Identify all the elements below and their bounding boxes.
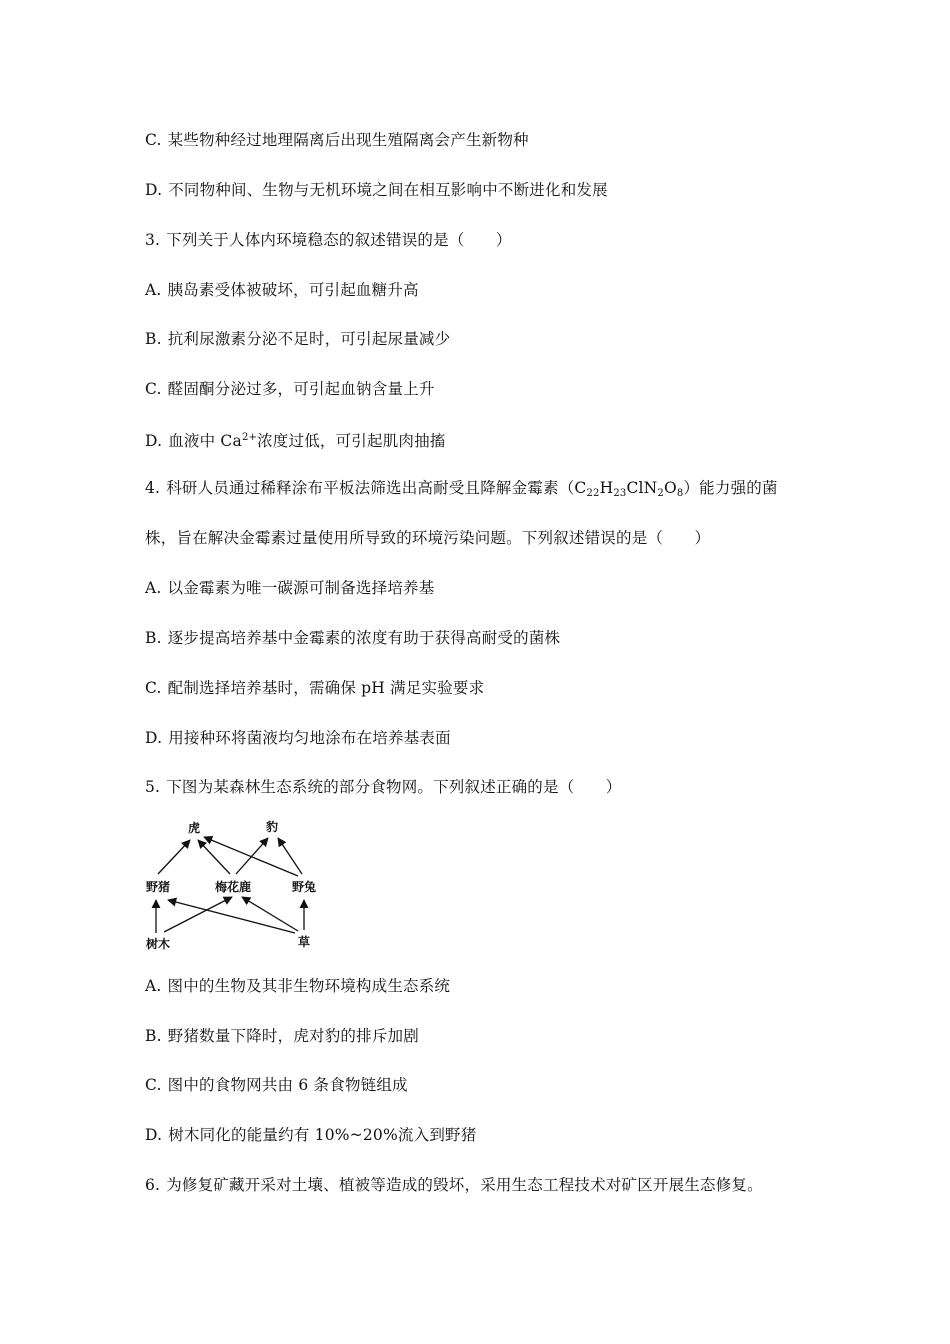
- option-text: 图中的生物及其非生物环境构成生态系统: [167, 977, 451, 995]
- option-text: 配制选择培养基时，需确保 pH 满足实验要求: [167, 679, 485, 697]
- option-4b: [145, 628, 560, 648]
- question-3-stem: [145, 230, 512, 250]
- option-text: 野猪数量下降时，虎对豹的排斥加剧: [167, 1027, 419, 1045]
- formula-sub: 2: [657, 488, 664, 499]
- question-text: 下图为某森林生态系统的部分食物网。下列叙述正确的是（ ）: [166, 778, 622, 796]
- option-text: 某些物种经过地理隔离后出现生殖隔离会产生新物种: [167, 131, 529, 149]
- option-text: 用接种环将菌液均匀地涂布在培养基表面: [168, 729, 451, 747]
- option-text: 抗利尿激素分泌不足时，可引起尿量减少: [167, 330, 451, 348]
- option-4d: [145, 728, 451, 748]
- arrow-hare-tiger: [204, 837, 298, 876]
- option-5d: [145, 1125, 476, 1145]
- option-5b: [145, 1026, 419, 1046]
- option-text: 不同物种间、生物与无机环境之间在相互影响中不断进化和发展: [168, 181, 608, 199]
- option-4a: [145, 578, 434, 598]
- formula-sub: 8: [676, 488, 684, 499]
- question-text: 下列关于人体内环境稳态的叙述错误的是（ ）: [166, 231, 512, 249]
- node-tree: 树木: [145, 937, 171, 951]
- option-3a: [145, 280, 419, 300]
- question-number: 3.: [145, 231, 161, 249]
- question-4-stem-cont: [145, 528, 710, 548]
- node-boar: 野猪: [145, 880, 171, 894]
- option-5a: [145, 976, 450, 996]
- option-3d: [145, 428, 446, 451]
- option-label: B.: [145, 629, 162, 647]
- option-label: A.: [145, 579, 162, 597]
- option-5c: [145, 1075, 408, 1095]
- option-2d: [145, 180, 608, 200]
- option-3c: [145, 379, 435, 399]
- option-text: 树木同化的能量约有 10%~20%流入到野猪: [168, 1126, 477, 1144]
- arrow-grass-boar: [168, 900, 295, 933]
- option-label: C.: [145, 380, 162, 398]
- option-label: C.: [145, 679, 162, 697]
- option-label: D.: [145, 432, 163, 450]
- option-text: 图中的食物网共由 6 条食物链组成: [167, 1076, 408, 1094]
- option-text-pre: 血液中 Ca: [168, 432, 242, 450]
- option-label: A.: [145, 281, 162, 299]
- option-label: B.: [145, 330, 162, 348]
- option-text: 以金霉素为唯一碳源可制备选择培养基: [167, 579, 435, 597]
- option-label: C.: [145, 1076, 162, 1094]
- option-label: C.: [145, 131, 162, 149]
- formula-element: H: [599, 479, 614, 497]
- option-text: 胰岛素受体被破坏，可引起血糖升高: [167, 281, 419, 299]
- question-text-pre: 科研人员通过稀释涂布平板法筛选出高耐受且降解金霉素（C: [166, 479, 587, 497]
- node-grass: 草: [297, 935, 311, 949]
- ion-charge: 2+: [241, 432, 258, 443]
- option-label: B.: [145, 1027, 162, 1045]
- node-deer: 梅花鹿: [214, 880, 252, 894]
- option-2c: [145, 130, 529, 150]
- option-label: A.: [145, 977, 162, 995]
- formula-element: ClN: [626, 479, 658, 497]
- question-4-stem: [145, 478, 778, 504]
- option-label: D.: [145, 1126, 163, 1144]
- node-leopard: 豹: [265, 820, 279, 834]
- node-tiger: 虎: [187, 821, 201, 835]
- option-text-post: 浓度过低，可引起肌肉抽搐: [257, 432, 446, 450]
- arrow-boar-tiger: [158, 840, 190, 874]
- food-web-diagram: [140, 815, 340, 955]
- option-3b: [145, 329, 450, 349]
- option-text: 逐步提高培养基中金霉素的浓度有助于获得高耐受的菌株: [167, 629, 561, 647]
- formula-element: O: [663, 479, 677, 497]
- question-text-post: ）能力强的菌: [683, 479, 778, 497]
- option-text: 醛固酮分泌过多，可引起血钠含量上升: [167, 380, 435, 398]
- question-number: 6.: [145, 1176, 161, 1194]
- node-hare: 野兔: [291, 880, 317, 894]
- question-text: 为修复矿藏开采对土壤、植被等造成的毁坏，采用生态工程技术对矿区开展生态修复。: [166, 1176, 763, 1194]
- formula-sub: 22: [586, 488, 600, 499]
- formula-sub: 23: [613, 488, 627, 499]
- question-6-stem: [145, 1175, 763, 1195]
- option-label: D.: [145, 181, 163, 199]
- question-5-stem: [145, 777, 622, 797]
- question-text: 株，旨在解决金霉素过量使用所导致的环境污染问题。下列叙述错误的是（ ）: [145, 529, 711, 547]
- arrow-deer-leopard: [236, 838, 268, 874]
- question-number: 4.: [145, 479, 161, 497]
- option-4c: [145, 678, 484, 698]
- option-label: D.: [145, 729, 163, 747]
- question-number: 5.: [145, 778, 161, 796]
